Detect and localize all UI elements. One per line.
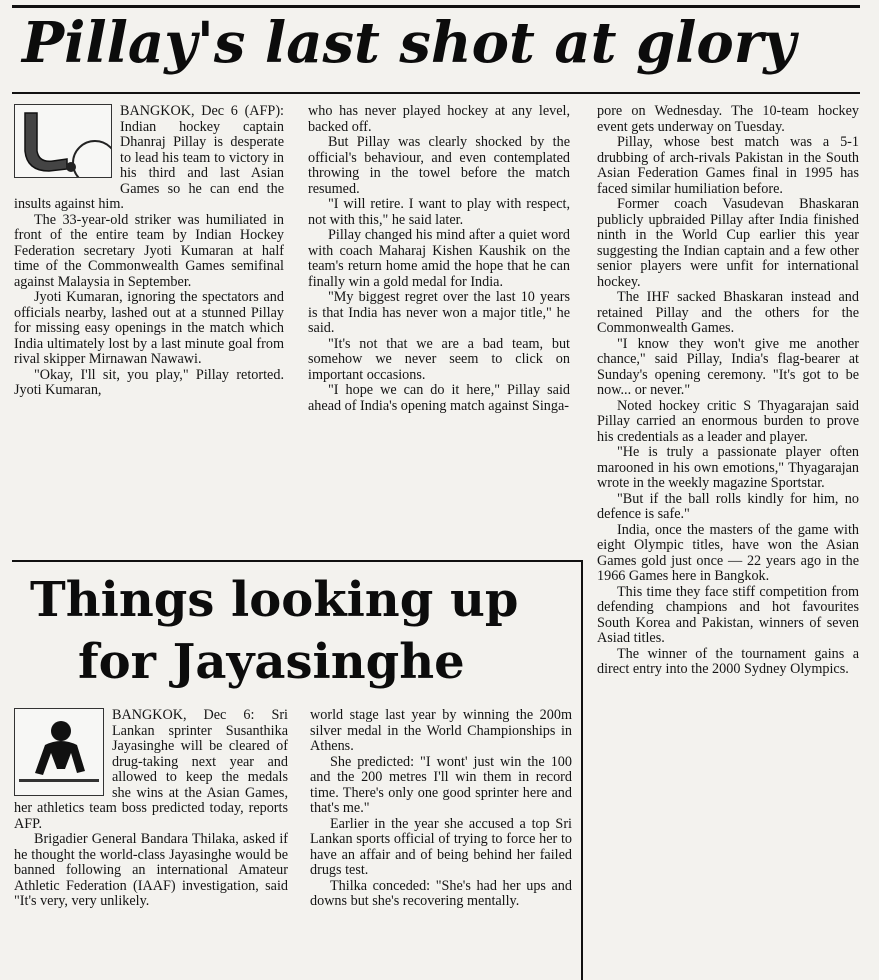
headline-underline xyxy=(12,92,860,94)
story2-headline-line2: for Jayasinghe xyxy=(78,634,465,690)
paragraph: Pillay, whose best match was a 5-1 drubbing of arch-rivals Pakistan in the South Asian Federation Games final in 1995 has faced similar humiliation before. xyxy=(597,134,859,197)
story-separator-rule xyxy=(12,560,582,562)
hockey-stick-icon xyxy=(14,104,112,178)
story1-headline: Pillay's last shot at glory xyxy=(22,10,796,76)
paragraph: But Pillay was clearly shocked by the official's behaviour, and even contemplated throwing in the towel before the match resumed. xyxy=(308,134,570,197)
paragraph: Noted hockey critic S Thyagarajan said Pillay carried an enormous burden to prove his credentials as a leader and player. xyxy=(597,397,859,445)
paragraph: The IHF sacked Bhaskaran instead and retained Pillay and the others for the Commonwealth Games. xyxy=(597,289,859,336)
paragraph: Earlier in the year she accused a top Sri Lankan sports official of trying to force her to have an affair and of being behind her failed drugs test. xyxy=(310,815,572,878)
paragraph: Jyoti Kumaran, ignoring the spectators and officials nearby, lashed out at a stunned Pillay for missing easy openings in the match which India ultimately lost by a last minute goal from rival skipper Mirnawan Nawawi. xyxy=(14,289,284,367)
paragraph: "He is truly a passionate player often marooned in his own emotions," Thyagarajan wrote in the weekly magazine Sportstar. xyxy=(597,444,859,491)
paragraph: Thilka conceded: "She's had her ups and downs but she's recovering mentally. xyxy=(310,877,572,909)
story1-column-1 xyxy=(14,104,284,556)
paragraph: "It's not that we are a bad team, but somehow we never seem to click on important occasions. xyxy=(308,335,570,383)
paragraph: pore on Wednesday. The 10-team hockey event gets underway on Tuesday. xyxy=(597,104,859,135)
paragraph: She predicted: "I wont' just win the 100 and the 200 metres I'll win them in record time. There's only one good sprinter here and that's me." xyxy=(310,753,572,816)
paragraph: Brigadier General Bandara Thilaka, asked if he thought the world-class Jayasinghe would be banned following an international Amateur Athletic Federation (IAAF) investigation, said "It's very, very unlikely. xyxy=(14,831,288,909)
story1-column-3 xyxy=(597,104,859,976)
paragraph: Former coach Vasudevan Bhaskaran publicly upbraided Pillay after India finished ninth in the World Cup earlier this year suggesting the Indian captain and a few other senior players were unfit for international hockey. xyxy=(597,196,859,290)
paragraph: "Okay, I'll sit, you play," Pillay retorted. Jyoti Kumaran, xyxy=(14,366,284,398)
top-rule xyxy=(12,5,860,8)
paragraph: Pillay changed his mind after a quiet word with coach Maharaj Kishen Kaushik on the team's return home amid the hope that he can finally win a gold medal for India. xyxy=(308,227,570,290)
paragraph: BANGKOK, Dec 6 (AFP): Indian hockey captain Dhanraj Pillay is desperate to lead his team to victory in his third and last Asian Games so he can end the insults against him. xyxy=(14,104,284,212)
sprinter-icon xyxy=(14,708,104,796)
paragraph: who has never played hockey at any level, backed off. xyxy=(308,104,570,135)
paragraph: This time they face stiff competition from defending champions and hot favourites South Korea and Pakistan, winners of seven Asiad titles. xyxy=(597,583,859,646)
paragraph: "I know they won't give me another chance," said Pillay, India's flag-bearer at Sunday's opening ceremony. "It's got to be now... or never." xyxy=(597,335,859,398)
story1-column-2 xyxy=(308,104,570,556)
paragraph: "My biggest regret over the last 10 years is that India has never won a major title," he said. xyxy=(308,289,570,336)
paragraph: BANGKOK, Dec 6: Sri Lankan sprinter Susanthika Jayasinghe will be cleared of drug-taking next year and allowed to keep the medals she wins at the Asian Games, her athletics team boss predicted today, reports AFP. xyxy=(14,708,288,832)
paragraph: India, once the masters of the game with eight Olympic titles, have won the Asian Games gold just once — 22 years ago in the 1966 Games here in Bangkok. xyxy=(597,521,859,584)
story2-column-1 xyxy=(14,708,288,980)
paragraph: "But if the ball rolls kindly for him, no defence is safe." xyxy=(597,490,859,522)
story2-column-2 xyxy=(310,708,572,980)
paragraph: "I hope we can do it here," Pillay said ahead of India's opening match against Singa- xyxy=(308,382,570,414)
story2-headline-line1: Things looking up xyxy=(30,572,519,628)
paragraph: world stage last year by winning the 200m silver medal in the World Championships in Athens. xyxy=(310,708,572,754)
paragraph: The 33-year-old striker was humiliated in front of the entire team by Indian Hockey Federation secretary Jyoti Kumaran at half time of the Commonwealth Games semifinal against Malaysia in September. xyxy=(14,211,284,290)
paragraph: "I will retire. I want to play with respect, not with this," he said later. xyxy=(308,196,570,228)
story2-right-rule xyxy=(581,560,583,980)
paragraph: The winner of the tournament gains a direct entry into the 2000 Sydney Olympics. xyxy=(597,645,859,677)
